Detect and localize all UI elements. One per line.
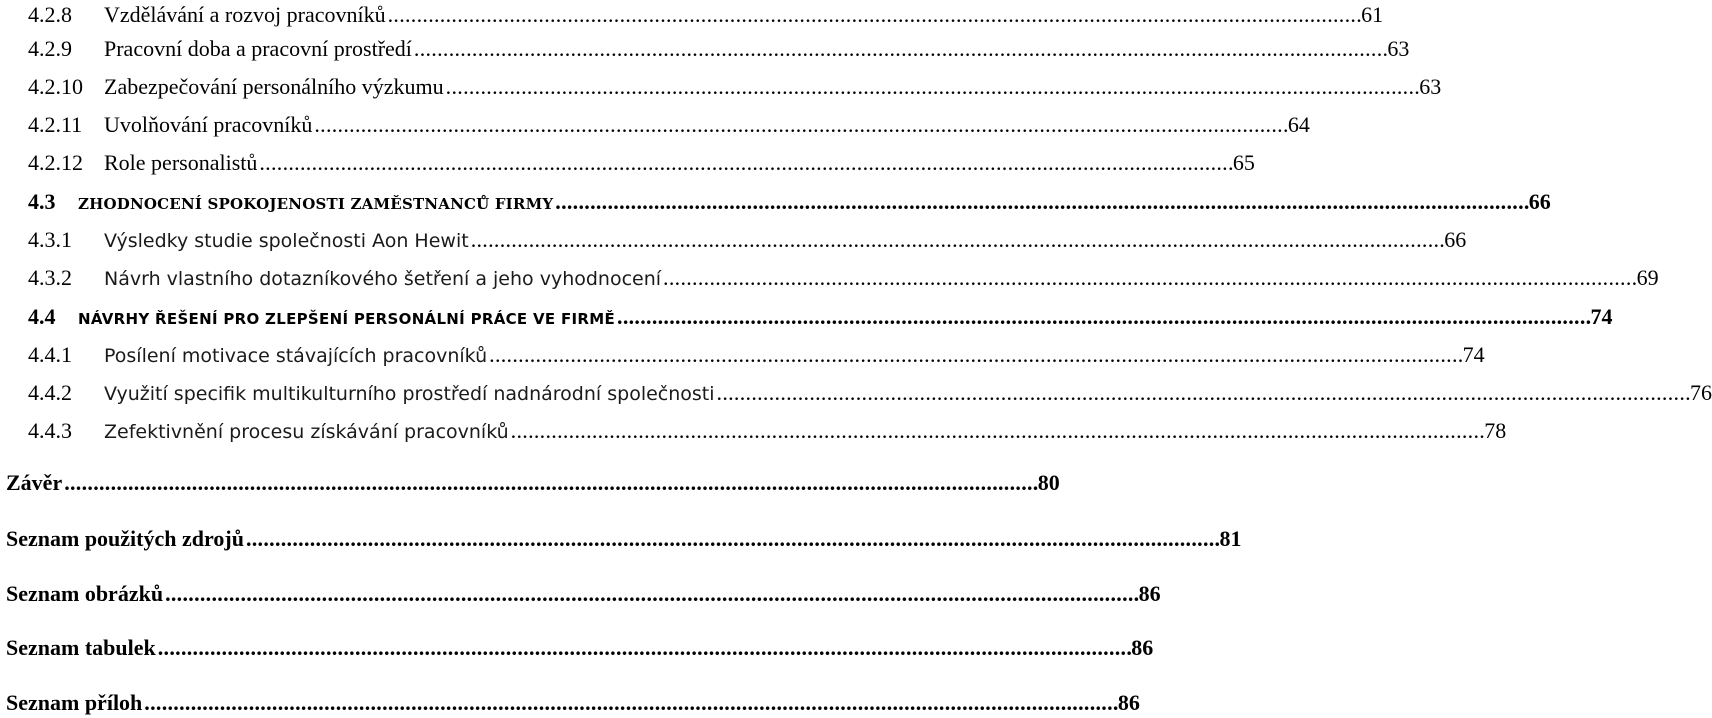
toc-entry-title: Závěr [6, 470, 63, 495]
toc-leader-dots [717, 378, 1689, 408]
toc-leader-dots [144, 688, 1116, 718]
toc-leader-dots [446, 72, 1418, 102]
toc-leader-dots [64, 468, 1036, 498]
toc-entry-title: Uvolňování pracovníků [104, 112, 313, 137]
toc-leader-dots [511, 416, 1483, 446]
toc-entry-4-2-10[interactable] [28, 72, 1442, 102]
toc-leader-dots [158, 633, 1130, 663]
toc-entry-number: 4.3.1 [28, 227, 72, 252]
toc-entry-4-2-11[interactable] [28, 110, 1310, 140]
toc-entry-4-4-2[interactable] [28, 378, 1712, 408]
toc-entry-4-3-1[interactable] [28, 225, 1467, 255]
toc-entry-page: 64 [1287, 112, 1310, 137]
toc-entry-page: 66 [1444, 227, 1467, 252]
toc-entry-page: 74 [1462, 342, 1485, 367]
toc-entry-number: 4.4 [28, 304, 56, 329]
toc-entry-number: 4.2.9 [28, 36, 72, 61]
toc-entry-number: 4.2.10 [28, 74, 83, 99]
toc-entry-4-4-3[interactable] [28, 416, 1507, 446]
toc-entry-title: Návrh vlastního dotazníkového šetření a jeho vyhodnocení [104, 268, 662, 290]
toc-entry-title: Seznam tabulek [6, 635, 156, 660]
toc-entry-title: Zabezpečování personálního výzkumu [104, 74, 444, 99]
toc-entry-page: 76 [1690, 380, 1712, 405]
toc-leader-dots [259, 148, 1231, 178]
toc-entry-page: 69 [1636, 265, 1659, 290]
toc-entry-title: Seznam obrázků [6, 581, 164, 606]
toc-entry-page: 86 [1131, 635, 1154, 660]
toc-entry-page: 65 [1232, 150, 1255, 175]
toc-entry-title: Výsledky studie společnosti Aon Hewit [104, 230, 469, 252]
toc-leader-dots [314, 110, 1286, 140]
toc-entry-title: Seznam použitých zdrojů [6, 526, 244, 551]
toc-entry-number: 4.3.2 [28, 265, 72, 290]
toc-entry-number: 4.4.1 [28, 342, 72, 367]
toc-entry-title: Posílení motivace stávajících pracovníků [104, 345, 488, 367]
toc-entry-number: 4.2.8 [28, 2, 72, 27]
toc-entry-seznam-priloh[interactable] [6, 688, 1140, 718]
toc-entry-page: 63 [1419, 74, 1442, 99]
toc-entry-page: 86 [1117, 690, 1140, 715]
toc-entry-4-2-12[interactable] [28, 148, 1255, 178]
toc-entry-zaver[interactable] [6, 468, 1060, 498]
toc-leader-dots [489, 340, 1461, 370]
toc-entry-4-3-2[interactable] [28, 263, 1659, 293]
toc-entry-number: 4.4.3 [28, 418, 72, 443]
toc-entry-title: Role personalistů [104, 150, 258, 175]
toc-entry-4-2-8[interactable] [28, 0, 1384, 30]
toc-entry-4-4-1[interactable] [28, 340, 1485, 370]
toc-leader-dots [663, 263, 1635, 293]
toc-entry-title: NÁVRHY ŘEŠENÍ PRO ZLEPŠENÍ PERSONÁLNÍ PRÁCE VE FIRMĚ [78, 310, 616, 328]
toc-leader-dots [555, 187, 1527, 217]
toc-entry-4-2-9[interactable] [28, 34, 1410, 64]
toc-entry-page: 78 [1484, 418, 1507, 443]
toc-leader-dots [471, 225, 1443, 255]
toc-entry-title: ZHODNOCENÍ SPOKOJENOSTI ZAMĚSTNANCŮ FIRMY [78, 195, 554, 213]
toc-entry-number: 4.2.12 [28, 150, 83, 175]
toc-entry-page: 61 [1361, 2, 1384, 27]
toc-entry-number: 4.2.11 [28, 112, 83, 137]
toc-entry-seznam-zdroju[interactable] [6, 524, 1242, 554]
toc-entry-4-3[interactable] [28, 187, 1551, 217]
toc-entry-title: Seznam příloh [6, 690, 143, 715]
toc-entry-title: Pracovní doba a pracovní prostředí [104, 36, 412, 61]
toc-entry-page: 74 [1590, 304, 1613, 329]
toc-entry-seznam-obrazku[interactable] [6, 579, 1161, 609]
toc-entry-4-4[interactable] [28, 302, 1613, 332]
toc-entry-number: 4.4.2 [28, 380, 72, 405]
toc-entry-page: 66 [1528, 189, 1551, 214]
toc-entry-page: 86 [1138, 581, 1161, 606]
toc-entry-number: 4.3 [28, 189, 56, 214]
toc-entry-title: Využití specifik multikulturního prostředí nadnárodní společnosti [104, 383, 715, 405]
toc-entry-seznam-tabulek[interactable] [6, 633, 1154, 663]
toc-entry-page: 63 [1387, 36, 1410, 61]
toc-leader-dots [388, 0, 1360, 30]
toc-entry-page: 80 [1037, 470, 1060, 495]
toc-entry-title: Vzdělávání a rozvoj pracovníků [104, 2, 386, 27]
toc-leader-dots [165, 579, 1137, 609]
toc-leader-dots [246, 524, 1218, 554]
toc-entry-title: Zefektivnění procesu získávání pracovníků [104, 421, 509, 443]
toc-entry-page: 81 [1219, 526, 1242, 551]
toc-leader-dots [617, 302, 1589, 332]
toc-leader-dots [414, 34, 1386, 64]
